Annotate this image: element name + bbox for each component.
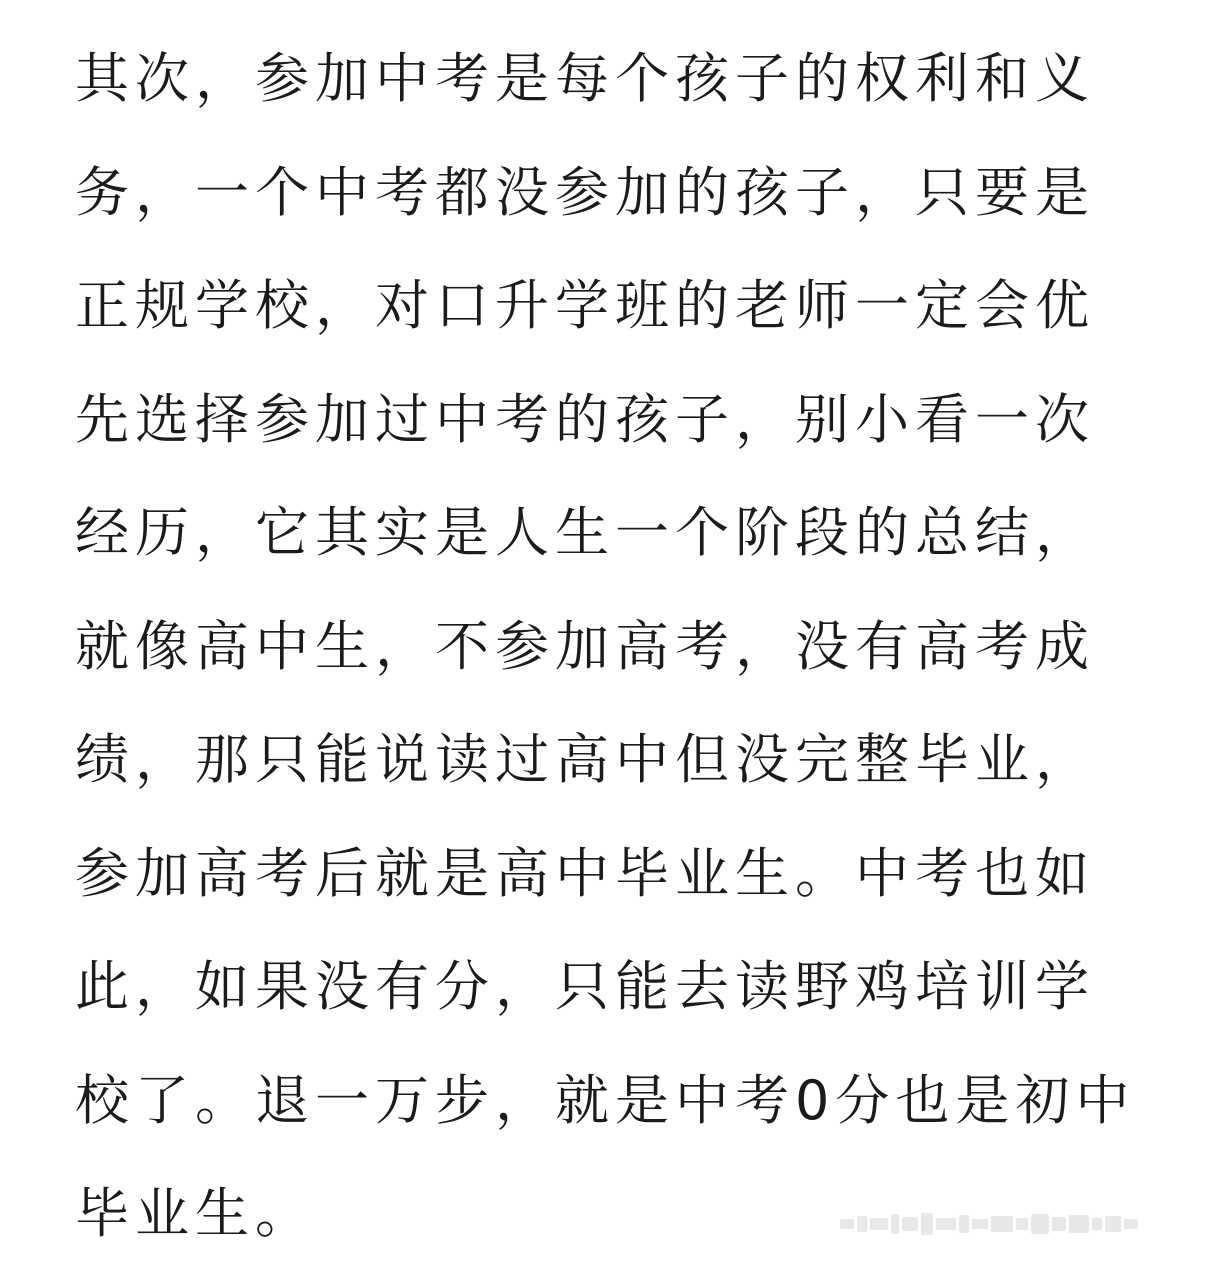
watermark-glyph — [1016, 1218, 1028, 1230]
watermark-glyph — [1069, 1215, 1089, 1233]
text-line: 此，如果没有分，只能去读野鸡培训学 — [75, 955, 1095, 1018]
text-line: 毕业生。 — [75, 1182, 315, 1245]
text-line: 其次，参加中考是每个孩子的权利和义 — [75, 47, 1095, 110]
watermark-logo-icon — [840, 1208, 1200, 1240]
text-line: 先选择参加过中考的孩子，别小看一次 — [75, 387, 1095, 451]
watermark-glyph — [891, 1214, 899, 1234]
post-body — [75, 22, 1135, 1271]
watermark-glyph — [936, 1218, 956, 1230]
text-line: 就像高中生，不参加高考，没有高考成 — [75, 614, 1095, 678]
watermark-glyph — [870, 1218, 888, 1230]
watermark-glyph — [1052, 1217, 1066, 1231]
text-line: 正规学校，对口升学班的老师一定会优 — [75, 274, 1095, 337]
watermark-glyph — [857, 1216, 867, 1232]
watermark-glyph — [972, 1219, 988, 1229]
watermark-glyph — [1105, 1216, 1121, 1232]
watermark-glyph — [1092, 1218, 1102, 1230]
text-line: 经历，它其实是人生一个阶段的总结， — [75, 501, 1095, 564]
text-line: 参加高考后就是高中毕业生。中考也如 — [75, 841, 1095, 905]
watermark-glyph — [1124, 1219, 1138, 1229]
text-line: 绩，那只能说读过高中但没完整毕业， — [75, 728, 1095, 791]
watermark-glyph — [991, 1216, 1013, 1232]
watermark-glyph — [921, 1213, 933, 1235]
text-line: 校了。退一万步，就是中考0分也是初中 — [75, 1068, 1136, 1132]
text-line: 务，一个中考都没参加的孩子，只要是 — [75, 160, 1095, 224]
watermark-glyph — [959, 1215, 969, 1233]
watermark-glyph — [902, 1217, 918, 1231]
watermark-glyph — [1031, 1214, 1049, 1234]
watermark-glyph — [840, 1219, 854, 1229]
